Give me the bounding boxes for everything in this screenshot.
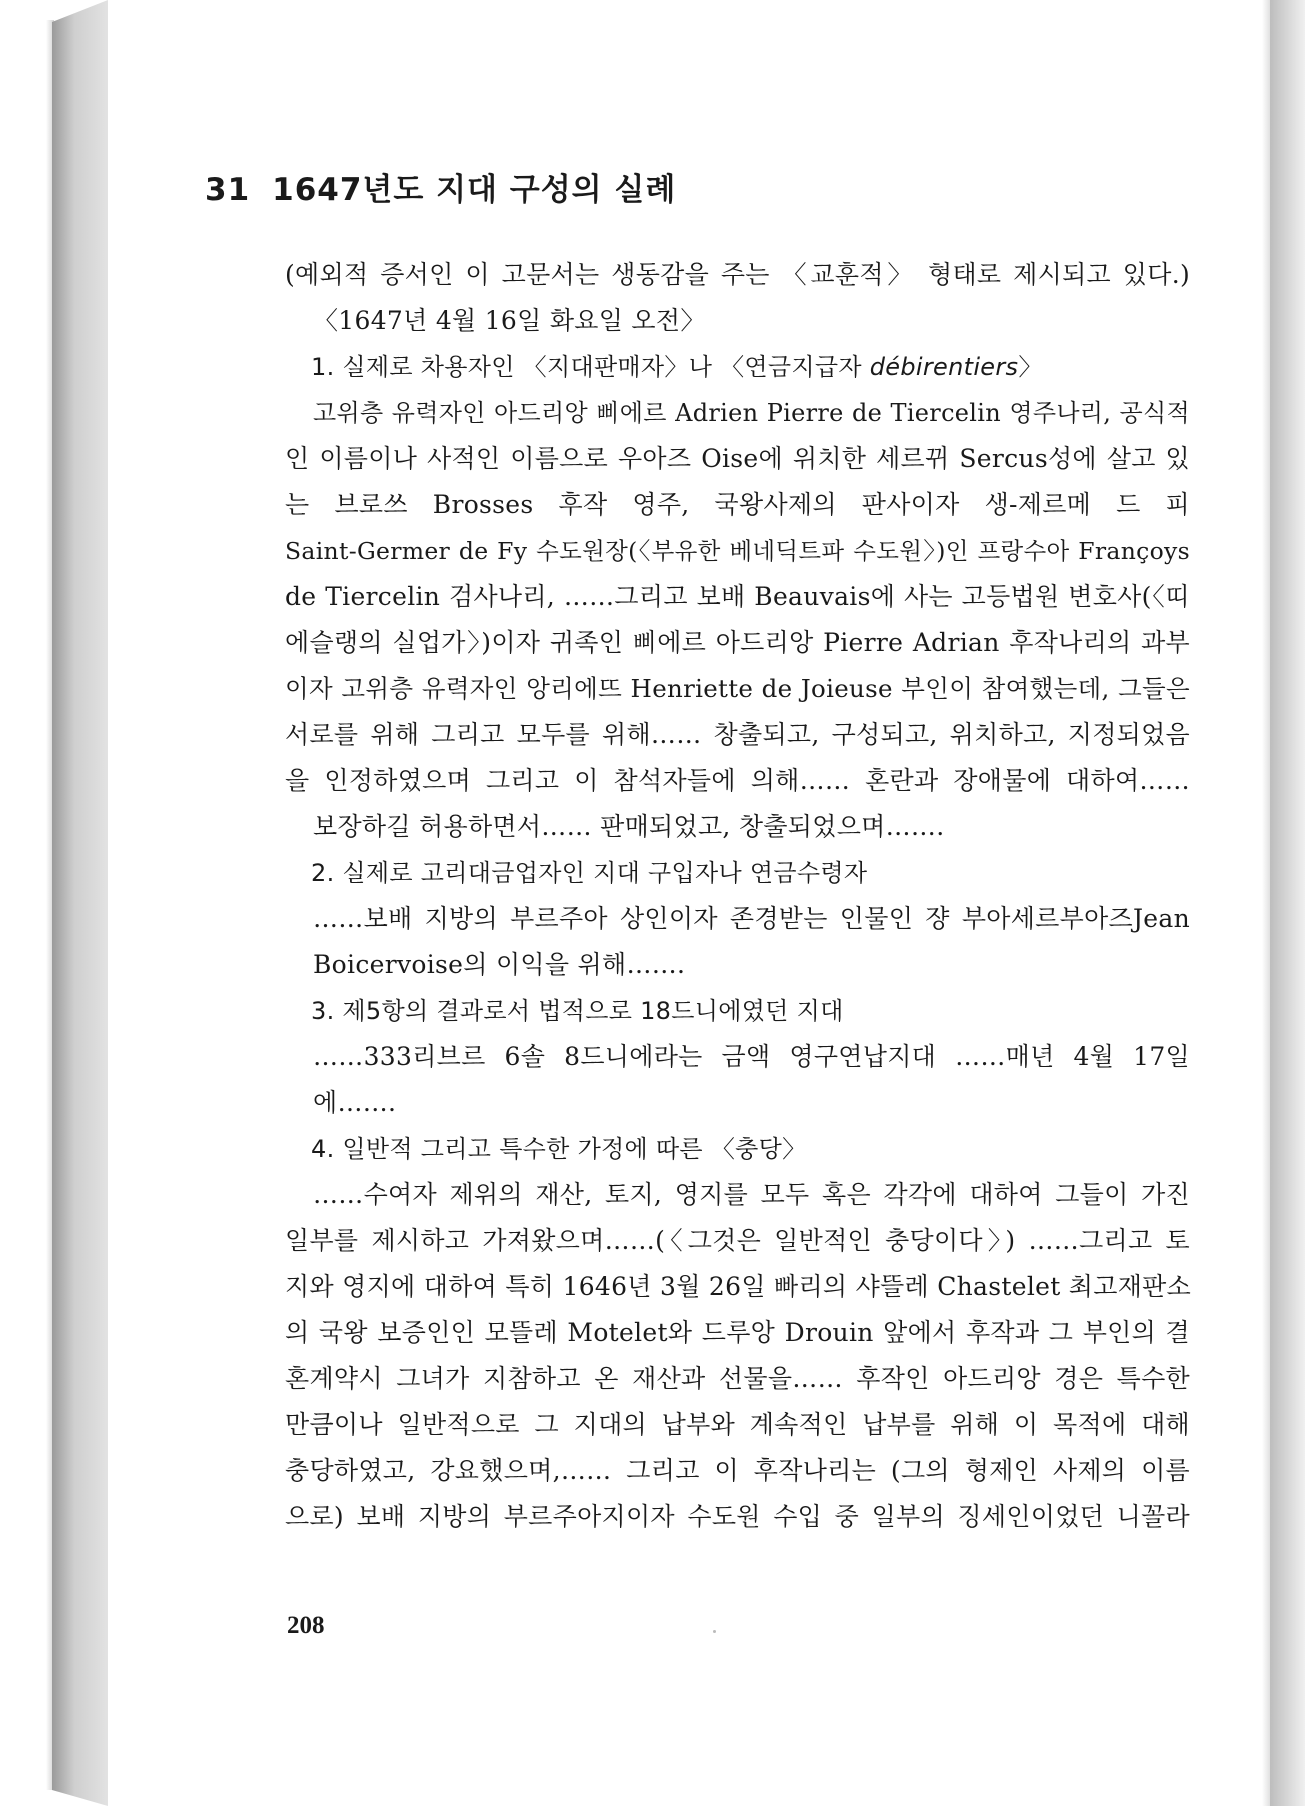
text-line: 에슬랭의 실업가〉)이자 귀족인 삐에르 아드리앙 Pierre Adrian 후작나리의 과부 <box>285 628 1190 657</box>
body-text <box>285 252 1190 1540</box>
item-italic-term: débirentiers <box>869 353 1019 381</box>
text-line: 는 브로쓰 Brosses 후작 영주, 국왕사제의 판사이자 생-제르메 드 피 <box>285 490 1190 519</box>
text-line: 인 이름이나 사적인 이름으로 우아즈 Oise에 위치한 세르뀌 Sercus성에 살고 있 <box>285 444 1190 473</box>
text-line: ……보배 지방의 부르주아 상인이자 존경받는 인물인 쟝 부아세르부아즈Jean <box>313 904 1190 933</box>
item-text-after: 〉 <box>1018 353 1043 381</box>
item-text: 2. 실제로 고리대금업자인 지대 구입자나 연금수령자 <box>311 859 868 887</box>
numbered-item-heading <box>285 1126 1190 1172</box>
text-line: 의 국왕 보증인인 모뜰레 Motelet와 드루앙 Drouin 앞에서 후작과 그 부인의 결 <box>285 1318 1190 1347</box>
text-line: 서로를 위해 그리고 모두를 위해…… 창출되고, 구성되고, 위치하고, 지정되었음 <box>285 720 1190 749</box>
scan-speck <box>713 1630 716 1633</box>
numbered-item-heading <box>285 850 1190 896</box>
page-stack-edge <box>1270 0 1305 1806</box>
text-line: de Tiercelin 검사나리, ……그리고 보배 Beauvais에 사는 고등법원 변호사(〈띠 <box>285 582 1190 611</box>
text-line: 지와 영지에 대하여 특히 1646년 3월 26일 빠리의 샤뜰레 Chastelet 최고재판소 <box>285 1272 1192 1301</box>
text-line: Saint-Germer de Fy 수도원장(〈부유한 베네딕트파 수도원〉)인 프랑수아 Françoys <box>285 537 1190 565</box>
chapter-heading <box>205 164 676 209</box>
numbered-item-heading <box>285 988 1190 1034</box>
text-line: 고위층 유력자인 아드리앙 삐에르 Adrien Pierre de Tiercelin 영주나리, 공식적 <box>313 399 1190 427</box>
text-line: 을 인정하였으며 그리고 이 참석자들에 의해…… 혼란과 장애물에 대하여…… <box>285 766 1190 795</box>
text-line: 이자 고위층 유력자인 앙리에뜨 Henriette de Joieuse 부인이 참여했는데, 그들은 <box>285 674 1190 703</box>
chapter-number: 31 <box>205 172 251 208</box>
book-spine-edge <box>52 0 108 1806</box>
text-line: 〈1647년 4월 16일 화요일 오전〉 <box>313 306 706 335</box>
text-line: 만큼이나 일반적으로 그 지대의 납부와 계속적인 납부를 위해 이 목적에 대해 <box>285 1410 1190 1439</box>
item-text: 1. 실제로 차용자인 〈지대판매자〉나 〈연금지급자 <box>311 353 870 381</box>
item-text: 3. 제5항의 결과로서 법적으로 18드니에였던 지대 <box>311 997 844 1025</box>
text-line: 으로) 보배 지방의 부르주아지이자 수도원 수입 중 일부의 징세인이었던 니꼴라 <box>285 1502 1190 1531</box>
text-line: ……수여자 제위의 재산, 토지, 영지를 모두 혹은 각각에 대하여 그들이 가진 <box>313 1180 1190 1209</box>
text-line: 혼계약시 그녀가 지참하고 온 재산과 선물을…… 후작인 아드리앙 경은 특수한 <box>285 1364 1190 1393</box>
chapter-title: 1647년도 지대 구성의 실례 <box>272 172 677 208</box>
text-line: 보장하길 허용하면서…… 판매되었고, 창출되었으며……. <box>313 812 945 841</box>
page-stack-shadow <box>1262 0 1270 1806</box>
text-line: ……333리브르 6솔 8드니에라는 금액 영구연납지대 ……매년 4월 17일 <box>313 1042 1190 1071</box>
text-line: 일부를 제시하고 가져왔으며……(〈그것은 일반적인 충당이다〉) ……그리고 토 <box>285 1226 1190 1255</box>
item-text: 4. 일반적 그리고 특수한 가정에 따른 〈충당〉 <box>311 1135 807 1163</box>
text-line: 에……. <box>313 1088 397 1117</box>
numbered-item-heading <box>285 344 1190 390</box>
text-line: 충당하였고, 강요했으며,…… 그리고 이 후작나리는 (그의 형제인 사제의 이름 <box>285 1456 1190 1485</box>
text-line: (예외적 증서인 이 고문서는 생동감을 주는 〈교훈적〉 형태로 제시되고 있다.) <box>285 260 1190 289</box>
text-line: Boicervoise의 이익을 위해……. <box>313 950 686 979</box>
page-number: 208 <box>287 1612 325 1639</box>
